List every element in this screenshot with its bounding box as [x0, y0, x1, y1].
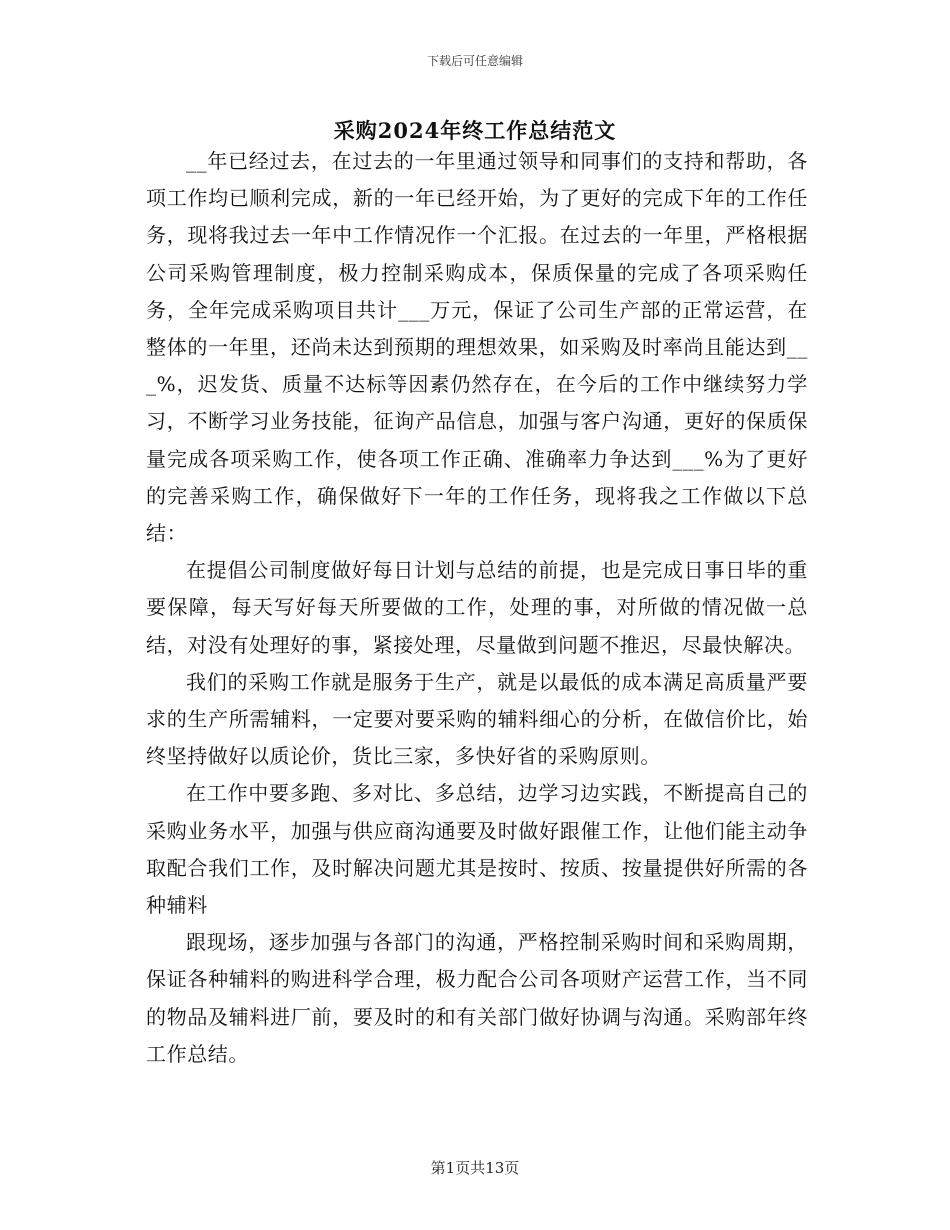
paragraph-intro: __年已经过去，在过去的一年里通过领导和同事们的支持和帮助，各项工作均已顺利完成，新的一年已经开始，为了更好的完成下年的工作任务，现将我过去一年中工作情况作一个汇报。在过去的一年里，严格根据公司采购管理制度，极力控制采购成本，保质保量的完成了各项采购任务，全年完成采购项目共计___万元，保证了公司生产部的正常运营，在整体的一年里，还尚未达到预期的理想效果，如采购及时率尚且能达到___%，迟发货、质量不达标等因素仍然存在，在今后的工作中继续努力学习，不断学习业务技能，征询产品信息，加强与客户沟通，更好的保质保量完成各项采购工作，使各项工作正确、准确率力争达到___%为了更好的完善采购工作，确保做好下一年的工作任务，现将我之工作做以下总结：	[146, 149, 808, 546]
paragraph-work-practice: 在工作中要多跑、多对比、多总结，边学习边实践，不断提高自己的采购业务水平，加强与供应商沟通要及时做好跟催工作，让他们能主动争取配合我们工作，及时解决问题尤其是按时、按质、按量提供好所需的各种辅料	[146, 781, 808, 918]
header-note: 下载后可任意编辑	[426, 54, 523, 68]
paragraph-daily-plan: 在提倡公司制度做好每日计划与总结的前提，也是完成日事日毕的重要保障，每天写好每天所要做的工作，处理的事，对所做的情况做一总结，对没有处理好的事，紧接处理，尽量做到问题不推迟，尽最快解决。	[146, 558, 808, 657]
document-title: 采购2024年终工作总结范文	[333, 118, 617, 143]
document-body	[146, 143, 808, 1073]
page-number: 第1页共13页	[430, 1159, 520, 1177]
paragraph-communication: 跟现场，逐步加强与各部门的沟通，严格控制采购时间和采购周期，保证各种辅料的购进科学合理，极力配合公司各项财产运营工作，当不同的物品及辅料进厂前，要及时的和有关部门做好协调与沟通。采购部年终工作总结。	[146, 930, 808, 1066]
paragraph-service-production: 我们的采购工作就是服务于生产，就是以最低的成本满足高质量严要求的生产所需辅料，一定要对要采购的辅料细心的分析，在做信价比，始终坚持做好以质论价，货比三家，多快好省的采购原则。	[146, 669, 808, 769]
